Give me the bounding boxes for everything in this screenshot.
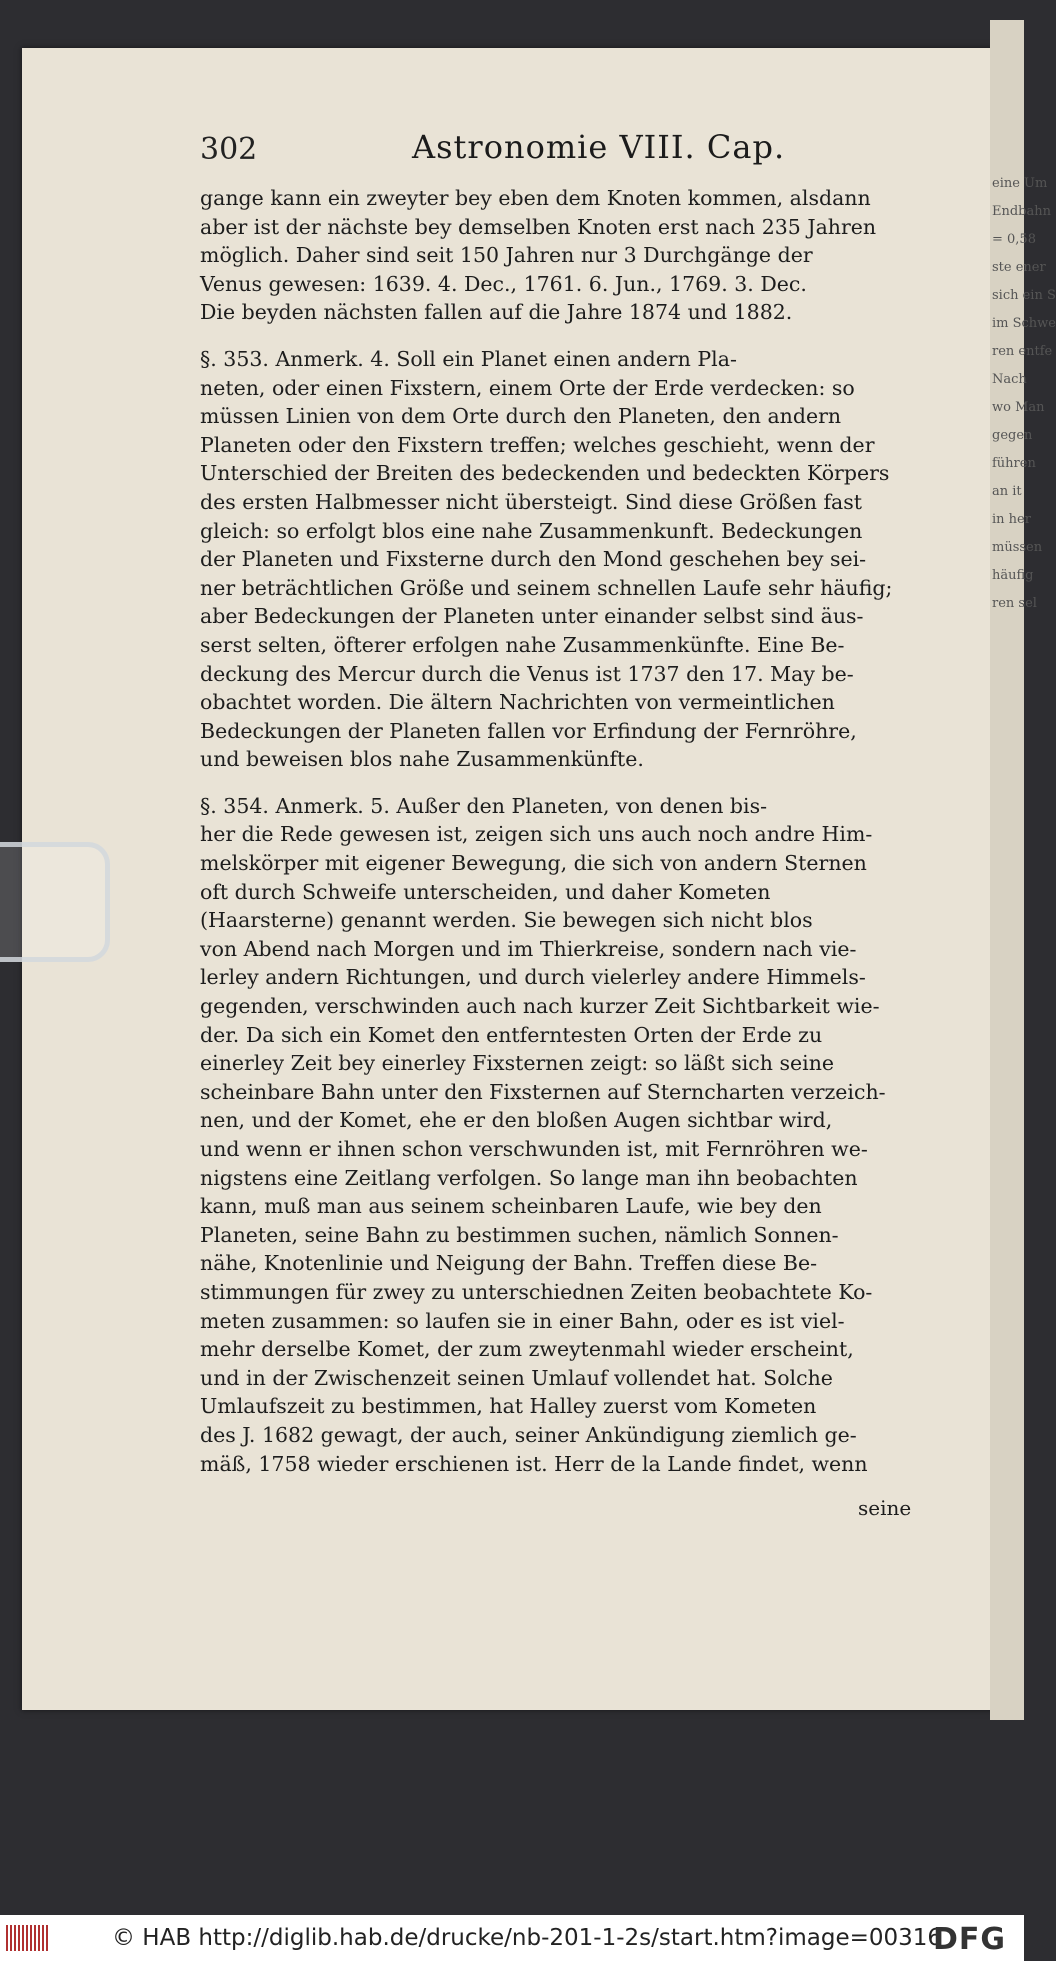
next-page-fragment: sich ein S: [992, 288, 1056, 303]
footer-bar: [0, 1915, 1024, 1961]
text-line: meten zusammen: so laufen sie in einer Bahn, oder es ist viel-: [200, 1308, 845, 1333]
next-page-fragments: [990, 20, 1056, 618]
text-line: aber ist der nächste bey demselben Knoten erst nach 235 Jahren: [200, 214, 877, 239]
text-line: einerley Zeit bey einerley Fixsternen zeigt: so läßt sich seine: [200, 1051, 835, 1076]
page-clip: [0, 842, 110, 962]
next-page-fragment: im Schwe: [992, 316, 1056, 331]
paragraph-gap: [200, 327, 912, 345]
text-line: Umlaufszeit zu bestimmen, hat Halley zuerst vom Kometen: [200, 1394, 817, 1419]
catchword: seine: [858, 1496, 912, 1520]
next-page-fragment: ren sel: [992, 596, 1037, 611]
text-line: nen, und der Komet, ehe er den bloßen Augen sichtbar wird,: [200, 1108, 833, 1133]
text-line: des J. 1682 gewagt, der auch, seiner Ankündigung ziemlich ge-: [200, 1422, 857, 1447]
next-page-fragment: müssen: [992, 540, 1043, 555]
running-title: Astronomie VIII. Cap.: [412, 128, 786, 166]
text-line: her die Rede gewesen ist, zeigen sich uns auch noch andre Him-: [200, 822, 873, 847]
copyright-url[interactable]: © HAB http://diglib.hab.de/drucke/nb-201-1-2s/start.htm?image=00316: [112, 1925, 943, 1951]
page-number: 302: [200, 132, 258, 167]
text-line: des ersten Halbmesser nicht übersteigt. Sind diese Größen fast: [200, 489, 863, 514]
text-line: obachtet worden. Die ältern Nachrichten von vermeintlichen: [200, 690, 835, 715]
next-page-fragment: an it: [992, 484, 1022, 499]
text-line: Bedeckungen der Planeten fallen vor Erfindung der Fernröhre,: [200, 718, 857, 743]
text-line: nähe, Knotenlinie und Neigung der Bahn. Treffen diese Be-: [200, 1251, 818, 1276]
paragraph-gap: [200, 774, 912, 792]
next-page-fragment: häufig: [992, 568, 1034, 583]
text-line: der Planeten und Fixsterne durch den Mond geschehen bey sei-: [200, 547, 867, 572]
text-line: der. Da sich ein Komet den entferntesten Orten der Erde zu: [200, 1022, 823, 1047]
next-page-fragment: = 0,58: [992, 232, 1036, 247]
page-header: [200, 128, 912, 172]
text-line: müssen Linien von dem Orte durch den Planeten, den andern: [200, 404, 842, 429]
text-line: kann, muß man aus seinem scheinbaren Laufe, wie bey den: [200, 1194, 822, 1219]
text-line: neten, oder einen Fixstern, einem Orte der Erde verdecken: so: [200, 375, 855, 400]
next-page-fragment: ren entfe: [992, 344, 1053, 359]
text-line: stimmungen für zwey zu unterschiednen Zeiten beobachtete Ko-: [200, 1279, 873, 1304]
text-line: scheinbare Bahn unter den Fixsternen auf Sterncharten verzeich-: [200, 1079, 886, 1104]
body-text: [200, 184, 912, 1478]
text-line: deckung des Mercur durch die Venus ist 1737 den 17. May be-: [200, 661, 854, 686]
text-line: serst selten, öfterer erfolgen nahe Zusammenkünfte. Eine Be-: [200, 632, 845, 657]
text-line: §. 354. Anmerk. 5. Außer den Planeten, von denen bis-: [200, 793, 768, 818]
text-line: möglich. Daher sind seit 150 Jahren nur 3 Durchgänge der: [200, 243, 813, 268]
dfg-logo: DFG: [933, 1922, 1007, 1957]
text-line: und wenn er ihnen schon verschwunden ist, mit Fernröhren we-: [200, 1137, 868, 1161]
text-line: von Abend nach Morgen und im Thierkreise, sondern nach vie-: [200, 936, 857, 961]
text-line: und in der Zwischenzeit seinen Umlauf vollendet hat. Solche: [200, 1365, 833, 1390]
barcode-icon: [6, 1925, 48, 1951]
text-line: Die beyden nächsten fallen auf die Jahre 1874 und 1882.: [200, 300, 793, 325]
text-line: §. 353. Anmerk. 4. Soll ein Planet einen andern Pla-: [200, 346, 737, 371]
text-line: oft durch Schweife unterscheiden, und daher Kometen: [200, 879, 771, 904]
text-line: Planeten, seine Bahn zu bestimmen suchen, nämlich Sonnen-: [200, 1222, 839, 1247]
next-page-fragment: wo Man: [992, 400, 1045, 415]
text-line: gange kann ein zweyter bey eben dem Knoten kommen, alsdann: [200, 186, 871, 210]
text-line: Planeten oder den Fixstern treffen; welches geschieht, wenn der: [200, 432, 875, 457]
text-line: nigstens eine Zeitlang verfolgen. So lange man ihn beobachten: [200, 1165, 858, 1190]
next-page-fragment: Endbahn: [992, 204, 1052, 219]
text-line: mäß, 1758 wieder erschienen ist. Herr de la Lande findet, wenn: [200, 1451, 868, 1476]
next-page-fragment: Nach: [992, 372, 1027, 387]
text-line: gegenden, verschwinden auch nach kurzer Zeit Sichtbarkeit wie-: [200, 994, 880, 1019]
next-page-fragment: in her: [992, 512, 1031, 527]
next-page-edge: [990, 20, 1056, 1720]
text-line: und beweisen blos nahe Zusammenkünfte.: [200, 747, 644, 772]
text-line: lerley andern Richtungen, und durch vielerley andere Himmels-: [200, 965, 866, 990]
text-line: Unterschied der Breiten des bedeckenden und bedeckten Körpers: [200, 461, 890, 486]
text-line: ner beträchtlichen Größe und seinem schnellen Laufe sehr häufig;: [200, 575, 893, 600]
next-page-fragment: eine Um: [992, 176, 1048, 191]
next-page-fragment: führen: [992, 456, 1036, 471]
text-line: mehr derselbe Komet, der zum zweytenmahl wieder erscheint,: [200, 1337, 854, 1362]
text-line: gleich: so erfolgt blos eine nahe Zusammenkunft. Bedeckungen: [200, 518, 863, 543]
text-line: Venus gewesen: 1639. 4. Dec., 1761. 6. Jun., 1769. 3. Dec.: [200, 271, 807, 296]
text-line: melskörper mit eigener Bewegung, die sich von andern Sternen: [200, 851, 867, 876]
next-page-fragment: gegen: [992, 428, 1033, 443]
text-line: aber Bedeckungen der Planeten unter einander selbst sind äus-: [200, 604, 864, 629]
next-page-fragment: ste ener: [992, 260, 1046, 275]
text-line: (Haarsterne) genannt werden. Sie bewegen sich nicht blos: [200, 908, 813, 933]
